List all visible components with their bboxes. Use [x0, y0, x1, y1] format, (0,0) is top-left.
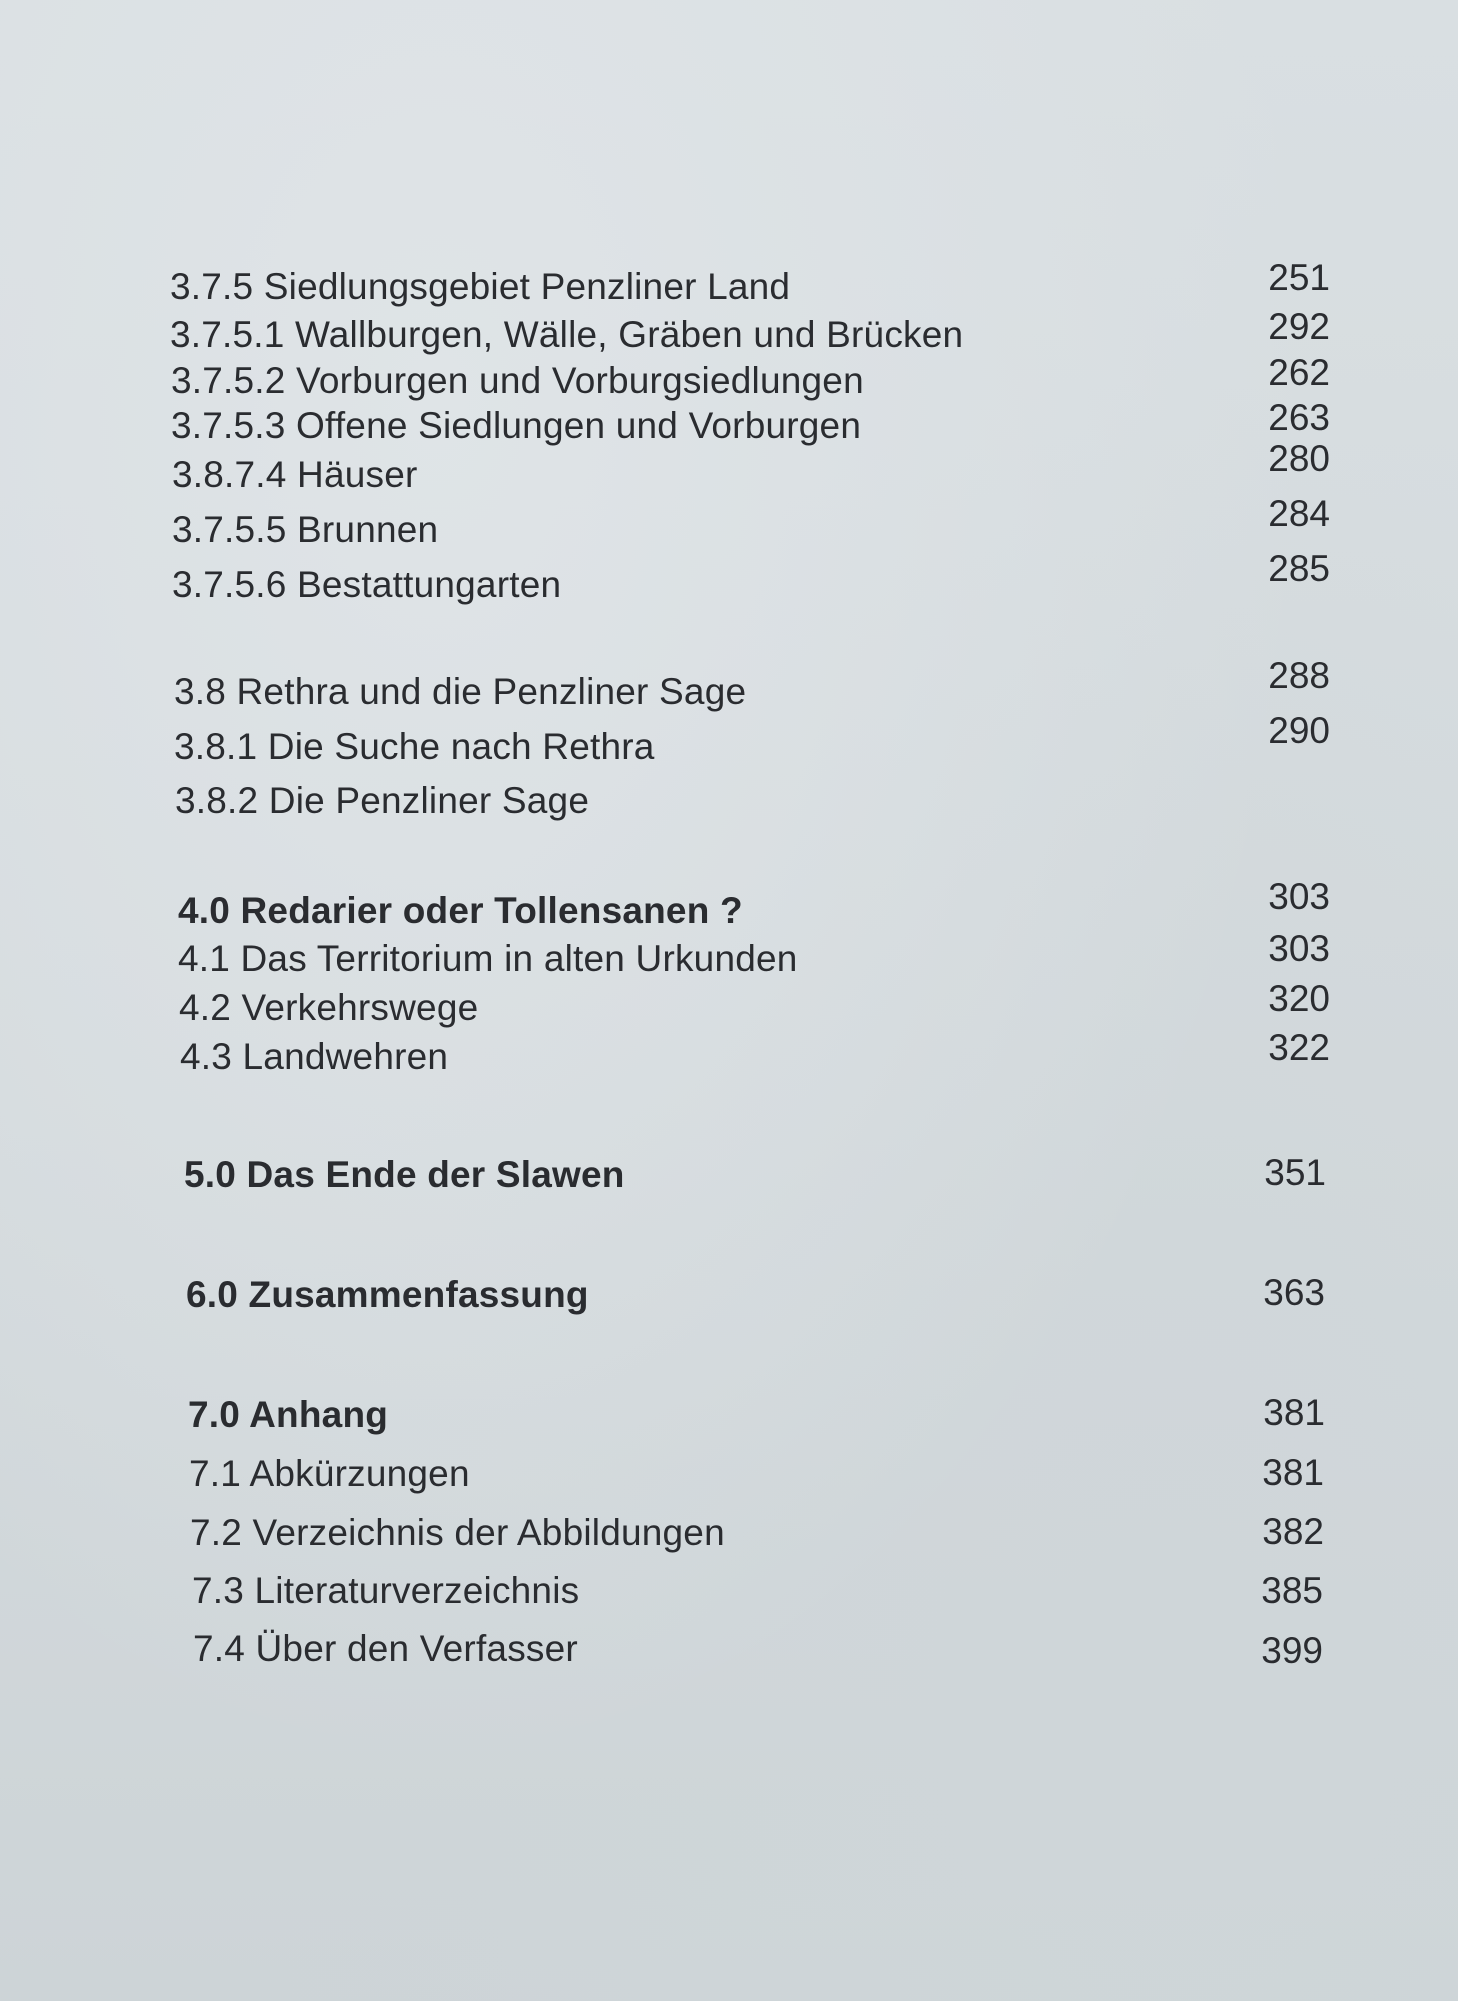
toc-entry-3-8-2 — [0, 776, 1458, 826]
toc-entry-title: 4.3 Landwehren — [180, 1036, 449, 1077]
toc-entry-page: 399 — [1261, 1630, 1323, 1671]
toc-entry-title: 3.8 Rethra und die Penzliner Sage — [174, 671, 747, 712]
toc-entry-7-0 — [0, 1390, 1458, 1440]
toc-entry-title: 3.7.5.5 Brunnen — [172, 509, 439, 550]
toc-entry-7-2 — [0, 1508, 1458, 1558]
toc-entry-3-8-1 — [0, 710, 1458, 772]
toc-entry-5-0 — [0, 1150, 1458, 1200]
toc-entry-3-8 — [0, 655, 1458, 717]
toc-entry-page: 285 — [1268, 548, 1330, 589]
toc-entry-7-1 — [0, 1449, 1458, 1499]
toc-entry-6-0 — [0, 1270, 1458, 1320]
toc-entry-page: 385 — [1261, 1570, 1323, 1611]
toc-entry-title: 4.0 Redarier oder Tollensanen ? — [178, 890, 743, 931]
toc-entry-page: 363 — [1263, 1272, 1325, 1313]
toc-entry-title: 3.7.5.1 Wallburgen, Wälle, Gräben und Brücken — [170, 314, 964, 355]
toc-entry-4-3 — [0, 1027, 1458, 1082]
toc-entry-title: 7.3 Literaturverzeichnis — [192, 1570, 580, 1611]
toc-entry-title: 3.7.5 Siedlungsgebiet Penzliner Land — [170, 266, 791, 307]
toc-entry-3-7-5-3 — [0, 397, 1458, 451]
toc-entry-page: 381 — [1263, 1392, 1325, 1433]
toc-entry-4-1 — [0, 928, 1458, 984]
toc-entry-page: 351 — [1264, 1152, 1326, 1193]
toc-entry-title: 7.0 Anhang — [188, 1394, 389, 1435]
toc-entry-page: 263 — [1268, 397, 1330, 438]
toc-entry-page: 251 — [1268, 257, 1330, 298]
toc-entry-page: 382 — [1262, 1511, 1324, 1552]
toc-entry-page: 320 — [1268, 978, 1330, 1019]
toc-entry-page: 322 — [1268, 1027, 1330, 1068]
toc-entry-title: 6.0 Zusammenfassung — [186, 1274, 589, 1315]
toc-entry-page: 381 — [1262, 1452, 1324, 1493]
toc-entry-title: 7.4 Über den Verfasser — [193, 1628, 578, 1669]
toc-entry-title: 4.2 Verkehrswege — [179, 987, 479, 1028]
toc-entry-page: 292 — [1268, 306, 1330, 347]
toc-entry-page: 284 — [1268, 493, 1330, 534]
toc-entry-page: 262 — [1268, 352, 1330, 393]
toc-entry-title: 4.1 Das Territorium in alten Urkunden — [178, 938, 798, 979]
toc-entry-3-7-5-5 — [0, 493, 1458, 555]
toc-entry-page: 303 — [1268, 876, 1330, 917]
toc-entry-title: 3.8.1 Die Suche nach Rethra — [174, 726, 655, 767]
toc-entry-page: 303 — [1268, 928, 1330, 969]
toc-entry-7-4 — [0, 1624, 1458, 1674]
toc-entry-4-0 — [0, 876, 1458, 936]
toc-entry-title: 3.7.5.2 Vorburgen und Vorburgsiedlungen — [171, 360, 864, 401]
toc-entry-3-7-5-1 — [0, 306, 1458, 360]
toc-entry-title: 3.8.2 Die Penzliner Sage — [175, 780, 590, 821]
toc-entry-3-7-5-2 — [0, 352, 1458, 406]
toc-entry-title: 7.1 Abkürzungen — [189, 1453, 470, 1494]
toc-entry-title: 7.2 Verzeichnis der Abbildungen — [190, 1512, 725, 1553]
toc-entry-title: 5.0 Das Ende der Slawen — [184, 1154, 625, 1195]
toc-entry-title: 3.7.5.6 Bestattungarten — [172, 564, 562, 605]
toc-entry-title: 3.8.7.4 Häuser — [172, 454, 418, 495]
toc-entry-4-2 — [0, 978, 1458, 1033]
toc-entry-page: 288 — [1268, 655, 1330, 696]
toc-entry-title: 3.7.5.3 Offene Siedlungen und Vorburgen — [171, 405, 862, 446]
toc-entry-7-3 — [0, 1566, 1458, 1616]
toc-entry-page: 290 — [1268, 710, 1330, 751]
toc-entry-3-8-7-4 — [0, 438, 1458, 500]
toc-entry-3-7-5-6 — [0, 548, 1458, 610]
toc-entry-3-7-5 — [0, 257, 1458, 312]
toc-entry-page: 280 — [1268, 438, 1330, 479]
